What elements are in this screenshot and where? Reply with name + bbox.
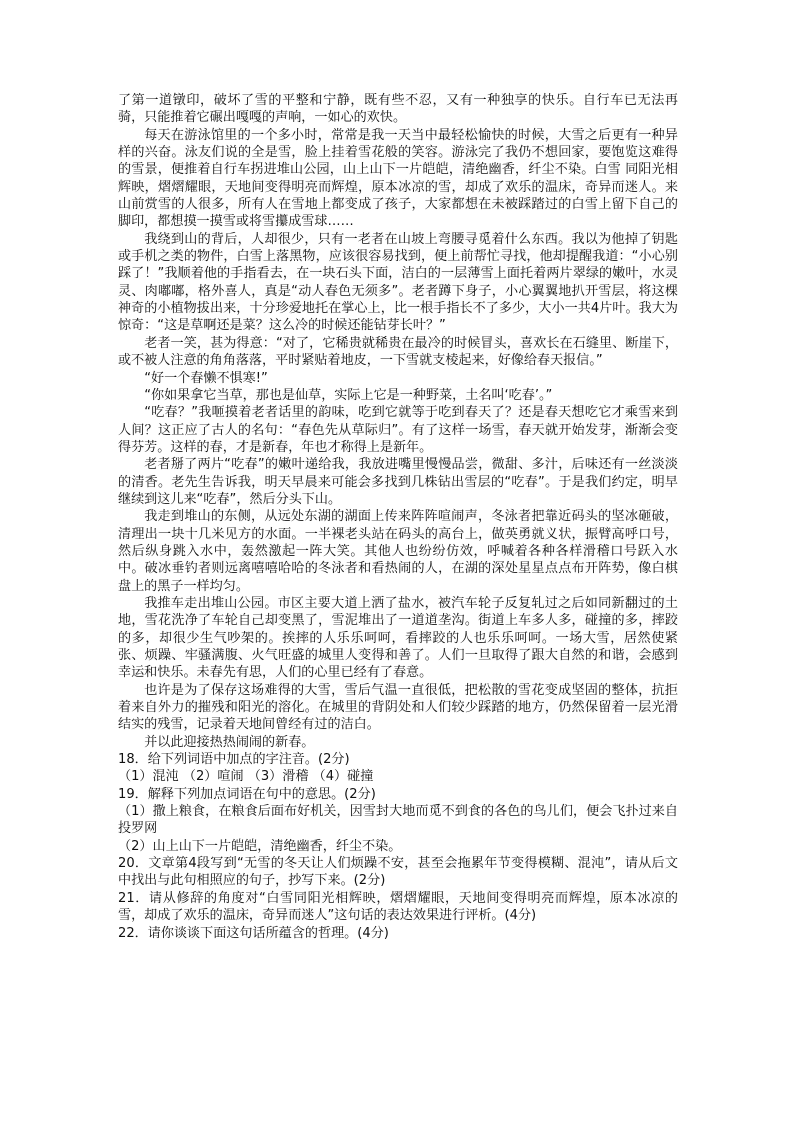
question-line: （1）撒上粮食，在粮食后面布好机关，因雪封大地而觅不到食的各色的鸟儿们，便会飞扑过来自投罗网 <box>118 804 678 837</box>
paragraph: 我推车走出堆山公园。市区主要大道上洒了盐水，被汽车轮子反复轧过之后如同新翻过的土地，雪花洗净了车轮自己却变黑了，雪泥堆出了一道道垄沟。街道上车多人多，碰撞的多，摔跤的多，却很少生气吵架的。挨摔的人乐乐呵呵，看摔跤的人也乐乐呵呵。一场大雪，居然使紧张、烦躁、牢骚满腹、火气旺盛的城里人变得和善了。人们一旦取得了跟大自然的和谐，会感到幸运和快乐。未春先有思，人们的心里已经有了春意。 <box>118 595 678 681</box>
paragraph: 我绕到山的背后，人却很少，只有一老者在山坡上弯腰寻觅着什么东西。我以为他掉了钥匙或手机之类的物件，白雪上落黑物，应该很容易找到，便上前帮忙寻找，他却提醒我道：“小心别踩了！”我顺着他的手指看去，在一块石头下面，洁白的一层薄雪上面托着两片翠绿的嫩叶，水灵灵、肉嘟嘟，格外喜人，真是“动人春色无须多”。老者蹲下身子，小心翼翼地扒开雪层，将这棵神奇的小植物拔出来，十分珍爱地托在掌心上，比一根手指长不了多少，大小一共4片叶。我大为惊奇：“这是草啊还是菜？这么冷的时候还能钻芽长叶？” <box>118 231 678 334</box>
paragraph: “吃春？”我咂摸着老者话里的韵味，吃到它就等于吃到春天了？还是春天想吃它才乘雪来到人间？这正应了古人的名句：“春色先从草际归”。有了这样一场雪，春天就开始发芽，渐渐会变得芬芳。这样的春，才是新春，年也才称得上是新年。 <box>118 405 678 455</box>
question-line: （1）混沌 （2）喧闹 （3）滑稽 （4）碰撞 <box>118 769 374 785</box>
question-title: 20．文章第4段写到“无雪的冬天让人们烦躁不安，甚至会拖累年节变得模糊、混沌”，请从后文中找出与此句相照应的句子，抄写下来。(2分) <box>118 856 678 889</box>
question-21 <box>118 890 678 925</box>
question-title: 19．解释下列加点词语在句中的意思。(2分) <box>118 786 376 802</box>
paragraph: 也许是为了保存这场难得的大雪，雪后气温一直很低，把松散的雪花变成坚固的整体，抗拒着来自外力的摧残和阳光的溶化。在城里的背阴处和人们较少踩踏的地方，仍然保留着一层光滑结实的残雪，记录着天地间曾经有过的洁白。 <box>118 682 678 733</box>
paragraph: “好一个春懒不惧寒!” <box>144 370 268 386</box>
question-18 <box>118 751 678 786</box>
paragraph: 我走到堆山的东侧，从远处东湖的湖面上传来阵阵喧闹声，冬泳者把靠近码头的坚冰砸破，清理出一块十几米见方的水面。一半裸老头站在码头的高台上，做英勇就义状，振臂高呼口号，然后纵身跳入水中，轰然激起一阵大笑。其他人也纷纷仿效，呼喊着各种各样滑稽口号跃入水中。破冰垂钓者则远离嘻嘻哈哈的冬泳者和看热闹的人，在湖的深处星星点点布开阵势，像白棋盘上的黑子一样均匀。 <box>118 509 678 594</box>
paragraph: “你如果拿它当草，那也是仙草，实际上它是一种野菜，土名叫‘吃春’。” <box>144 387 553 403</box>
question-title: 21．请从修辞的角度对“白雪同阳光相辉映，熠熠耀眼，天地间变得明亮而辉煌，原本冰凉的雪，却成了欢乐的温床，奇异而迷人”这句话的表达效果进行评析。(4分) <box>118 890 678 924</box>
question-title: 22．请你谈谈下面这句话所蕴含的哲理。(4分) <box>118 925 389 941</box>
question-19 <box>118 786 678 855</box>
paragraph: 并以此迎接热热闹闹的新春。 <box>144 734 315 750</box>
document-body <box>118 92 678 942</box>
paragraph: 老者一笑，甚为得意：“对了，它稀贵就稀贵在最冷的时候冒头，喜欢长在石缝里、断崖下，或不被人注意的角角落落，平时紧贴着地皮，一下雪就支棱起来，好像给春天报信。” <box>118 335 678 369</box>
paragraph: 老者掰了两片“吃春”的嫩叶递给我，我放进嘴里慢慢品尝，微甜、多汁，后味还有一丝淡淡的清香。老先生告诉我，明天早晨来可能会多找到几株钻出雪层的“吃春”。于是我们约定，明早继续到这儿来“吃春”，然后分头下山。 <box>118 457 678 507</box>
question-line: （2）山上山下一片皑皑，清绝幽香，纤尘不染。 <box>118 838 402 854</box>
question-22 <box>118 925 678 942</box>
question-20 <box>118 855 678 890</box>
paragraph: 每天在游泳馆里的一个多小时，常常是我一天当中最轻松愉快的时候，大雪之后更有一种异样的兴奋。泳友们说的全是雪，脸上挂着雪花般的笑容。游泳完了我仍不想回家，要饱览这难得的雪景，便推着自行车拐进堆山公园，山上山下一片皑皑，清绝幽香，纤尘不染。白雪 同阳光相辉映，熠熠耀眼，天地间变得明亮而辉煌，原本冰凉的雪，却成了欢乐的温床，奇异而迷人。来山前赏雪的人很多，所有人在雪地上都变成了孩子，大家都想在未被踩踏过的白雪上留下自己的脚印，都想摸一摸雪或将雪攥成雪球…… <box>118 127 678 230</box>
paragraph: 了第一道镦印，破坏了雪的平整和宁静，既有些不忍，又有一种独享的快乐。自行车已无法再骑，只能推着它碾出嘎嘎的声响，一如心的欢快。 <box>118 93 678 126</box>
question-title: 18．给下列词语中加点的字注音。(2分) <box>118 752 350 768</box>
